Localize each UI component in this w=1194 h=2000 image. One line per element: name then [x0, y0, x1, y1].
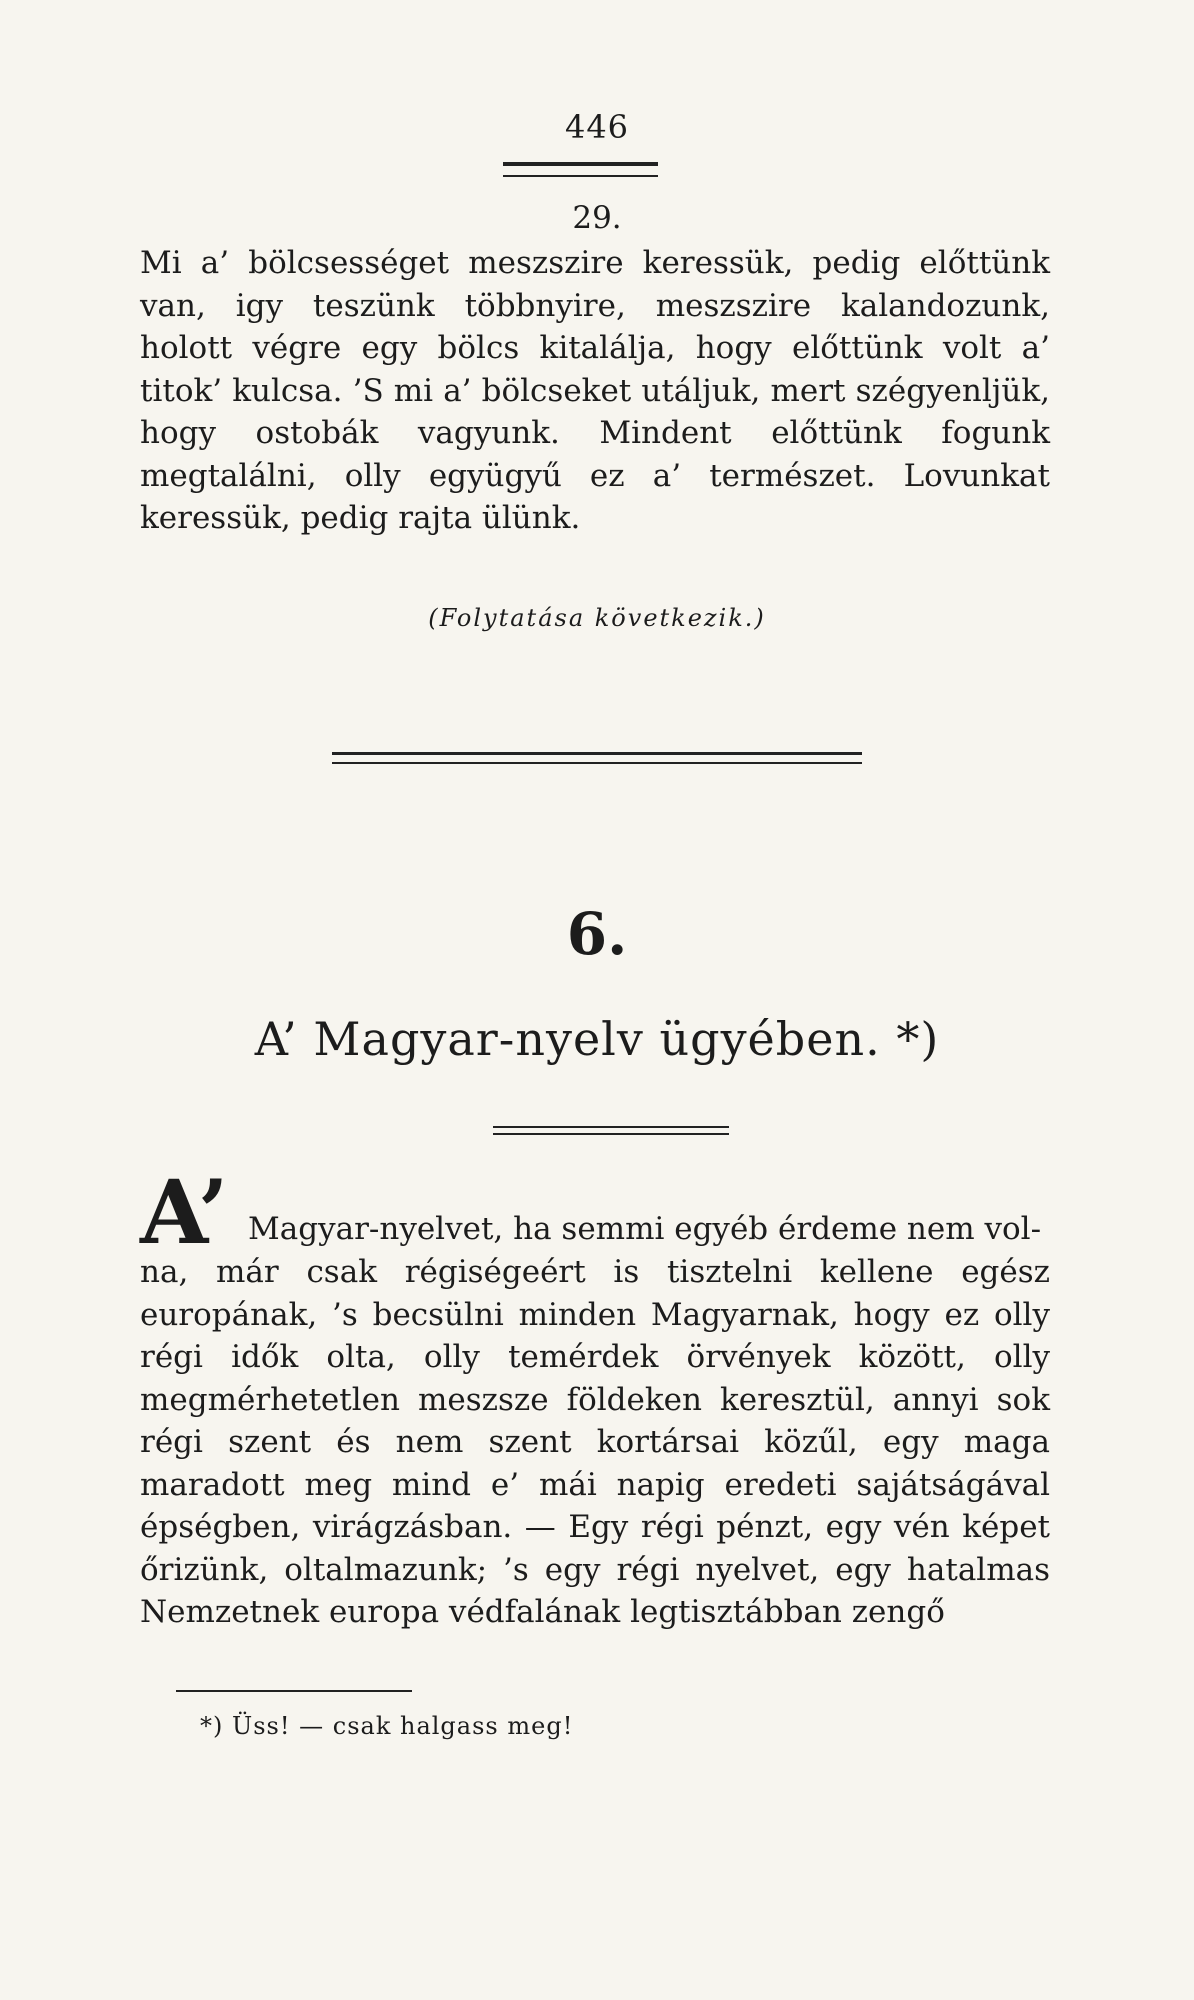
header-rule — [503, 162, 658, 177]
footnote: *) Üss! — csak halgass meg! — [200, 1712, 574, 1740]
continuation-note: (Folytatása következik.) — [428, 604, 766, 632]
footnote-rule — [176, 1690, 412, 1692]
page-number: 446 — [564, 108, 630, 146]
paragraph-2: na, már csak régiségeért is tisztelni kellene egész europának, ’s becsülni minden Magyarnak, hogy ez olly régi idők olta, olly temérdek örvények között, olly megmérhetetlen meszsze földeken keresztül, annyi sok régi szent és nem szent kortársai közűl, egy maga maradott meg mind e’ mái napig eredeti sajátságával épségben, virágzásban. — Egy régi pénzt, egy vén képet őrizünk, oltalmazunk; ’s egy régi nyelvet, egy hatalmas Nemzetnek europa védfalának legtisztábban zengő — [140, 1254, 1050, 1630]
paragraph-1: Mi a’ bölcsességet meszszire keressük, pedig előttünk van, igy teszünk többnyire, meszszire kalandozunk, holott végre egy bölcs kitalálja, hogy előttünk volt a’ titok’ kulcsa. ’S mi a’ bölcseket utáljuk, mert szégyenljük, hogy ostobák vagyunk. Mindent előttünk fogunk megtalálni, olly együgyű ez a’ természet. Lovunkat keressük, pedig rajta ülünk. — [140, 245, 1050, 536]
paragraph-2-first-line: Magyar-nyelvet, ha semmi egyéb érdeme nem vol- — [248, 1211, 1042, 1247]
section-divider — [332, 752, 862, 764]
section-number: 29. — [572, 200, 622, 236]
title-rule — [493, 1126, 729, 1135]
chapter-number: 6. — [566, 900, 628, 968]
drop-cap: A’ — [140, 1160, 229, 1264]
chapter-title: A’ Magyar-nyelv ügyében. *) — [254, 1012, 940, 1066]
